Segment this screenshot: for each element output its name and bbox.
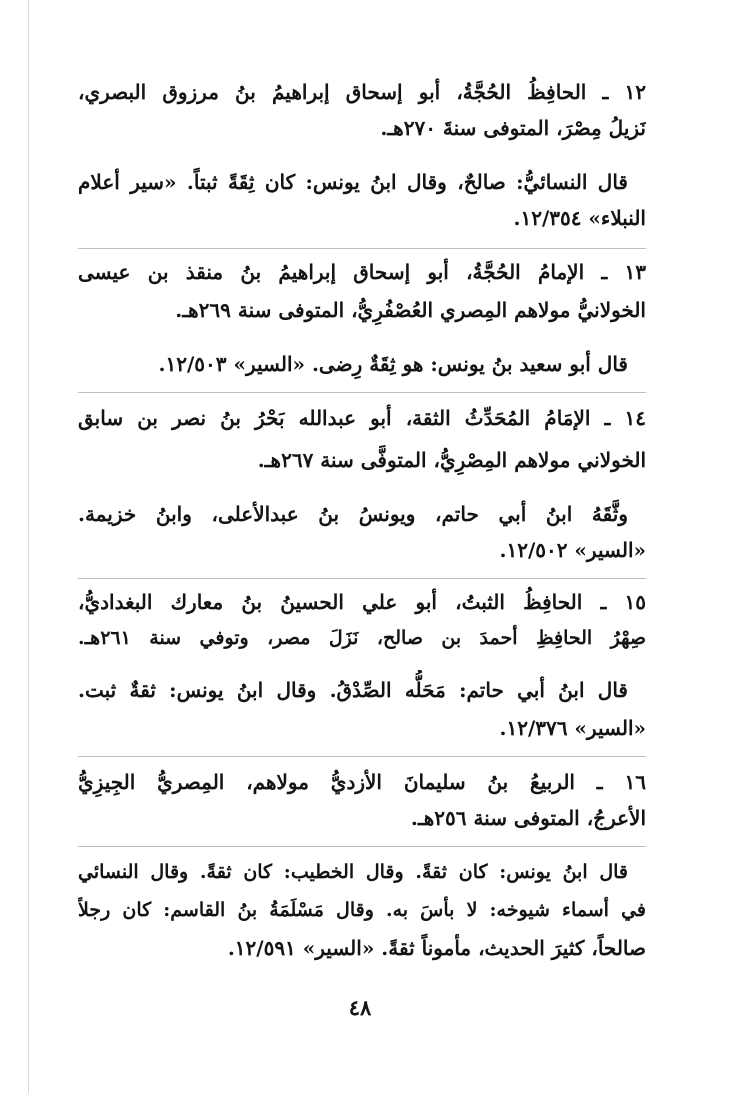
separator-rule: [78, 756, 646, 757]
entry-16-line-2: الأعرجُ، المتوفى سنة ٢٥٦هـ.: [410, 806, 646, 830]
entry-13-line-2: الخولانيُّ مولاهم المِصري العُصْفُرِيُّ، المتوفى سنة ٢٦٩هـ.: [175, 298, 646, 322]
entry-15-line-1: ١٥ ـ الحافِظُ الثبتُ، أبو علي الحسينُ بنُ معارك البغداديُّ،: [78, 590, 646, 614]
separator-rule: [78, 392, 646, 393]
entry-14-line-2: الخولاني مولاهم المِصْرِيُّ، المتوفَّى سنة ٢٦٧هـ.: [257, 448, 646, 472]
entry-15-note-line-1: قال ابنُ أبي حاتم: مَحَلُّه الصِّدْقُ. وقال ابنُ يونس: ثقةٌ ثبت.: [78, 678, 628, 702]
separator-rule: [78, 248, 646, 249]
separator-rule: [78, 578, 646, 579]
entry-12-line-2: نَزيلُ مِصْرَ، المتوفى سنةَ ٢٧٠هـ.: [380, 116, 646, 140]
page-number: ٤٨: [348, 995, 372, 1020]
entry-12-note-line-1: قال النسائيُّ: صالحٌ، وقال ابنُ يونس: كان ثِقَةً ثبتاً. «سير أعلام: [78, 170, 628, 194]
entry-13-line-1: ١٣ ـ الإمامُ الحُجَّةُ، أبو إسحاق إبراهيمُ بنُ منقذ بن عيسى: [78, 260, 646, 284]
entry-13-note-line-1: قال أبو سعيد بنُ يونس: هو ثِقَةٌ رِضى. «السير» ١٢/٥٠٣.: [158, 352, 628, 376]
entry-14-note-line-1: وثَّقَهُ ابنُ أبي حاتم، ويونسُ بنُ عبدالأعلى، وابنُ خزيمة.: [78, 502, 628, 526]
scan-edge: [28, 0, 29, 1093]
entry-16-note-line-3: صالحاً، كثيرَ الحديث، مأموناً ثقةً. «السير» ١٢/٥٩١.: [227, 936, 646, 960]
entry-12-line-1: ١٢ ـ الحافِظُ الحُجَّةُ، أبو إسحاق إبراهيمُ بنُ مرزوق البصري،: [78, 80, 646, 104]
entry-15-line-2: صِهْرُ الحافِظِ أحمدَ بن صالح، نَزَلَ مصر، وتوفي سنة ٢٦١هـ.: [78, 627, 646, 649]
entry-16-note-line-1: قال ابنُ يونس: كان ثقةً. وقال الخطيب: كان ثقةً. وقال النسائي: [78, 861, 628, 883]
entry-14-note-line-2: «السير» ١٢/٥٠٢.: [499, 538, 646, 562]
entry-14-line-1: ١٤ ـ الإمَامُ المُحَدِّثُ الثقة، أبو عبدالله بَحْرُ بنُ نصر بن سابق: [78, 406, 646, 430]
separator-rule: [78, 846, 646, 847]
entry-16-line-1: ١٦ ـ الربيعُ بنُ سليمانَ الأزديُّ مولاهم، المِصريُّ الجِيزِيُّ: [78, 770, 646, 794]
entry-16-note-line-2: في أسماء شيوخه: لا بأسَ به. وقال مَسْلَمَةُ بنُ القاسم: كان رجلاً: [78, 899, 646, 921]
entry-12-note-line-2: النبلاء» ١٢/٣٥٤.: [513, 206, 646, 230]
entry-15-note-line-2: «السير» ١٢/٣٧٦.: [499, 716, 646, 740]
